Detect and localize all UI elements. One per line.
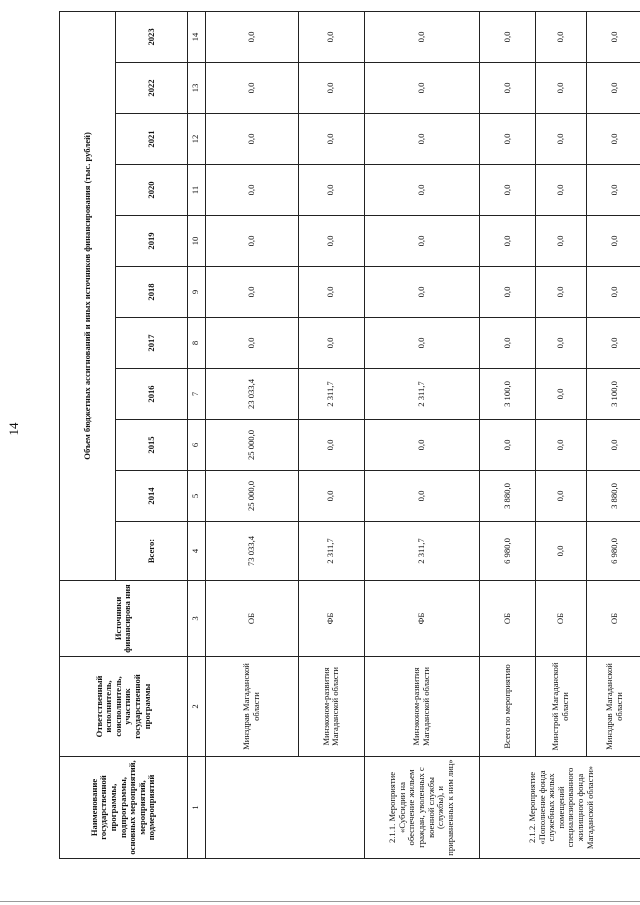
row-value: 0,0 <box>536 216 586 267</box>
row-source: ОБ <box>586 581 640 657</box>
row-source: ФБ <box>364 581 480 657</box>
row-value: 0,0 <box>480 63 536 114</box>
row-value: 0,0 <box>586 318 640 369</box>
row-value: 0,0 <box>586 216 640 267</box>
row-value: 0,0 <box>586 165 640 216</box>
row-value: 0,0 <box>364 11 480 62</box>
row-value: 0,0 <box>205 63 298 114</box>
row-value: 0,0 <box>298 165 364 216</box>
row-value: 0,0 <box>586 63 640 114</box>
row-value: 0,0 <box>480 420 536 471</box>
row-value: 0,0 <box>364 267 480 318</box>
row-value: 0,0 <box>298 63 364 114</box>
row-value: 0,0 <box>298 11 364 62</box>
header-year: 2014 <box>116 471 188 522</box>
header-total: Всего: <box>116 522 188 581</box>
row-value: 0,0 <box>298 267 364 318</box>
row-value: 0,0 <box>298 420 364 471</box>
header-year: 2020 <box>116 165 188 216</box>
row-value: 0,0 <box>205 267 298 318</box>
row-value: 0,0 <box>298 216 364 267</box>
row-value: 0,0 <box>298 114 364 165</box>
row-value: 0,0 <box>364 420 480 471</box>
column-number-row <box>187 11 205 858</box>
budget-table <box>59 11 640 859</box>
row-responsible: Минстрой Магаданской области <box>536 657 586 757</box>
row-responsible: Минздрав Магаданской области <box>205 657 298 757</box>
table-row <box>586 11 640 858</box>
row-value: 0,0 <box>586 114 640 165</box>
row-value: 0,0 <box>480 11 536 62</box>
table-row <box>205 11 298 858</box>
column-number: 9 <box>187 267 205 318</box>
column-number: 11 <box>187 165 205 216</box>
row-value: 23 033,4 <box>205 369 298 420</box>
row-total: 6 980,0 <box>480 522 536 581</box>
row-value: 0,0 <box>586 267 640 318</box>
row-name: 2.1.1. Мероприятие «Субсидии на обеспечение жильем граждан, уволенных с военной службы (службы), и приравненных к ним лиц» <box>364 757 480 859</box>
row-value: 0,0 <box>480 318 536 369</box>
row-value: 3 880,0 <box>586 471 640 522</box>
header-responsible: Ответственный исполнитель, соисполнитель, участник государственной программы <box>60 657 188 757</box>
row-value: 0,0 <box>364 471 480 522</box>
row-source: ОБ <box>205 581 298 657</box>
column-number: 5 <box>187 471 205 522</box>
row-responsible: Всего по мероприятию <box>480 657 536 757</box>
table-row <box>298 11 364 858</box>
row-responsible: Минэконом-развития Магаданской области <box>298 657 364 757</box>
row-value: 0,0 <box>364 63 480 114</box>
row-value: 0,0 <box>364 216 480 267</box>
row-name: 2.1.2. Мероприятие «Пополнение фонда служебных жилых помещений специализированного жилищного фонда Магаданской области» <box>480 757 640 859</box>
row-total: 2 311,7 <box>298 522 364 581</box>
row-value: 0,0 <box>480 114 536 165</box>
table-row <box>536 11 586 858</box>
header-year: 2022 <box>116 63 188 114</box>
row-value: 0,0 <box>536 267 586 318</box>
row-source: ОБ <box>480 581 536 657</box>
budget-table-container <box>59 12 640 859</box>
row-value: 0,0 <box>536 114 586 165</box>
column-number: 6 <box>187 420 205 471</box>
row-value: 2 311,7 <box>298 369 364 420</box>
row-value: 3 100,0 <box>586 369 640 420</box>
column-number: 2 <box>187 657 205 757</box>
header-year: 2015 <box>116 420 188 471</box>
column-number: 3 <box>187 581 205 657</box>
row-source: ФБ <box>298 581 364 657</box>
row-value: 0,0 <box>586 11 640 62</box>
row-value: 0,0 <box>536 165 586 216</box>
row-total: 2 311,7 <box>364 522 480 581</box>
row-value: 0,0 <box>205 318 298 369</box>
header-year: 2016 <box>116 369 188 420</box>
header-year: 2019 <box>116 216 188 267</box>
row-value: 0,0 <box>480 165 536 216</box>
header-name: Наименование государственной программы, подпрограммы, основных мероприятий, мероприятий, подмероприятий <box>60 757 188 859</box>
row-responsible: Минэконом-развития Магаданской области <box>364 657 480 757</box>
header-funding-group: Объем бюджетных ассигнований и иных источников финансирования (тыс. рублей) <box>60 11 116 580</box>
header-year: 2023 <box>116 11 188 62</box>
row-value: 0,0 <box>205 165 298 216</box>
row-value: 2 311,7 <box>364 369 480 420</box>
row-value: 0,0 <box>536 318 586 369</box>
row-value: 0,0 <box>364 165 480 216</box>
row-value: 0,0 <box>586 420 640 471</box>
row-value: 25 000,0 <box>205 471 298 522</box>
column-number: 4 <box>187 522 205 581</box>
row-total: 6 980,0 <box>586 522 640 581</box>
table-row <box>364 11 480 858</box>
row-value: 0,0 <box>536 11 586 62</box>
header-sources: Источники финансирова ния <box>60 581 188 657</box>
row-value: 0,0 <box>536 420 586 471</box>
row-value: 25 000,0 <box>205 420 298 471</box>
row-value: 0,0 <box>298 471 364 522</box>
header-year: 2018 <box>116 267 188 318</box>
row-value: 0,0 <box>480 216 536 267</box>
column-number: 7 <box>187 369 205 420</box>
row-responsible: Минздрав Магаданской области <box>586 657 640 757</box>
row-name <box>205 757 364 859</box>
row-value: 0,0 <box>536 369 586 420</box>
row-value: 0,0 <box>205 114 298 165</box>
page-bottom-rule <box>0 901 640 902</box>
row-value: 0,0 <box>205 216 298 267</box>
row-source: ОБ <box>536 581 586 657</box>
row-value: 0,0 <box>536 63 586 114</box>
row-value: 0,0 <box>364 114 480 165</box>
row-value: 0,0 <box>205 11 298 62</box>
row-total: 73 033,4 <box>205 522 298 581</box>
column-number: 8 <box>187 318 205 369</box>
header-year: 2021 <box>116 114 188 165</box>
page-number: 14 <box>6 422 21 436</box>
column-number: 14 <box>187 11 205 62</box>
row-total: 0,0 <box>536 522 586 581</box>
header-year: 2017 <box>116 318 188 369</box>
row-value: 3 100,0 <box>480 369 536 420</box>
row-value: 0,0 <box>536 471 586 522</box>
column-number: 12 <box>187 114 205 165</box>
column-number: 1 <box>187 757 205 859</box>
row-value: 0,0 <box>480 267 536 318</box>
row-value: 3 880,0 <box>480 471 536 522</box>
column-number: 13 <box>187 63 205 114</box>
table-row <box>480 11 536 858</box>
row-value: 0,0 <box>364 318 480 369</box>
row-value: 0,0 <box>298 318 364 369</box>
column-number: 10 <box>187 216 205 267</box>
